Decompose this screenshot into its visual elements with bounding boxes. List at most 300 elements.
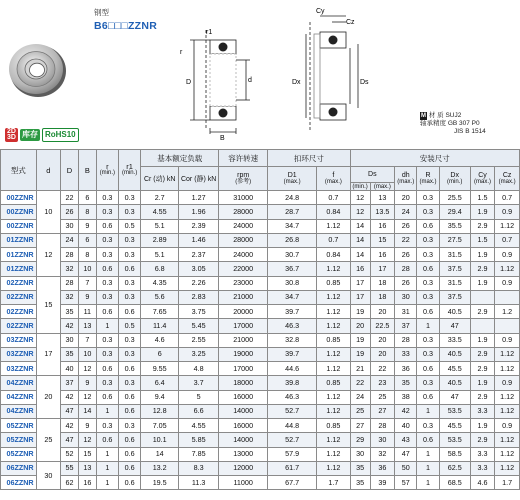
r-symbol: r xyxy=(106,162,109,171)
cell-value: 20 xyxy=(370,333,394,347)
cell-value: 0.3 xyxy=(96,333,118,347)
cell-model[interactable]: 05ZZNR xyxy=(1,433,37,447)
cell-value: 16 xyxy=(370,248,394,262)
cell-value: 0.3 xyxy=(417,276,439,290)
cell-value: 1.12 xyxy=(495,362,520,376)
cell-value xyxy=(470,290,494,304)
cell-value: 1.9 xyxy=(470,333,494,347)
cell-value: 57 xyxy=(395,476,417,490)
table-row[interactable] xyxy=(1,404,520,418)
cell-d: 12 xyxy=(36,233,60,276)
cell-value: 0.6 xyxy=(417,305,439,319)
cell-value: 0.3 xyxy=(417,205,439,219)
cell-value: 46.3 xyxy=(268,319,317,333)
cell-value: 1.12 xyxy=(317,433,350,447)
cell-value: 3.75 xyxy=(179,305,219,319)
cell-value: 3.25 xyxy=(179,347,219,361)
table-row[interactable] xyxy=(1,447,520,461)
cell-model[interactable]: 03ZZNR xyxy=(1,362,37,376)
cell-value: 1.12 xyxy=(317,290,350,304)
cell-model[interactable]: 05ZZNR xyxy=(1,419,37,433)
R-symbol: R xyxy=(425,171,431,179)
cell-value: 1.5 xyxy=(470,233,494,247)
cell-model[interactable]: 02ZZNR xyxy=(1,276,37,290)
cell-value: 1.12 xyxy=(317,219,350,233)
cell-value: 0.7 xyxy=(495,191,520,205)
cell-value: 23 xyxy=(370,376,394,390)
cell-value: 0.6 xyxy=(119,447,141,461)
cell-value: 61.7 xyxy=(268,461,317,475)
drawing-cy-label: Cy xyxy=(316,8,325,15)
cell-value: 2.9 xyxy=(470,362,494,376)
table-row[interactable] xyxy=(1,376,520,390)
cell-value: 0.6 xyxy=(119,262,141,276)
table-row[interactable] xyxy=(1,219,520,233)
cell-value: 43 xyxy=(395,433,417,447)
col-Ds-min-header: (min.) xyxy=(350,183,370,191)
cell-value: 19 xyxy=(350,333,370,347)
m-mark: M xyxy=(421,113,426,119)
cell-value: 28 xyxy=(395,262,417,276)
cell-value xyxy=(495,319,520,333)
cell-model[interactable]: 01ZZNR xyxy=(1,248,37,262)
cell-value: 13 xyxy=(370,191,394,205)
table-row[interactable] xyxy=(1,461,520,475)
cell-value: 0.3 xyxy=(119,205,141,219)
r1-min-label: (min.) xyxy=(121,170,138,176)
cell-value: 32.8 xyxy=(268,333,317,347)
cell-value: 36.7 xyxy=(268,262,317,276)
cell-value: 22000 xyxy=(219,262,268,276)
cell-value: 40.5 xyxy=(439,305,470,319)
cell-value: 0.3 xyxy=(119,290,141,304)
cell-value: 0.3 xyxy=(417,290,439,304)
cell-value: 6 xyxy=(78,191,96,205)
cell-value: 28 xyxy=(370,419,394,433)
spec-block xyxy=(420,112,486,136)
cell-value: 1.12 xyxy=(317,305,350,319)
cell-value: 1 xyxy=(96,404,118,418)
cell-value: 52.7 xyxy=(268,404,317,418)
col-f-header xyxy=(317,167,350,191)
cell-model[interactable]: 00ZZNR xyxy=(1,191,37,205)
cell-value: 25.5 xyxy=(439,191,470,205)
cell-value: 1.12 xyxy=(495,262,520,276)
cell-value: 1.5 xyxy=(470,191,494,205)
table-row[interactable] xyxy=(1,276,520,290)
cell-value: 0.3 xyxy=(96,191,118,205)
cell-model[interactable]: 02ZZNR xyxy=(1,319,37,333)
cell-model[interactable]: 03ZZNR xyxy=(1,333,37,347)
drawing-ds-label: Ds xyxy=(360,79,369,86)
cell-value: 31000 xyxy=(219,191,268,205)
precision-key: 轴承精度 xyxy=(420,120,446,127)
cell-value: 2.26 xyxy=(179,276,219,290)
cell-value: 6.6 xyxy=(179,404,219,418)
cell-value: 31 xyxy=(395,305,417,319)
cell-value: 40.5 xyxy=(439,376,470,390)
cell-value: 39.7 xyxy=(268,305,317,319)
cell-value: 1.9 xyxy=(470,419,494,433)
cell-value: 5.45 xyxy=(179,319,219,333)
cell-value: 13.2 xyxy=(141,461,179,475)
cell-value: 2.55 xyxy=(179,333,219,347)
cell-value: 53.5 xyxy=(439,433,470,447)
cell-value xyxy=(495,290,520,304)
cell-value: 45.5 xyxy=(439,362,470,376)
cell-value: 52.7 xyxy=(268,433,317,447)
drawing-d-label: d xyxy=(248,77,252,84)
cell-value: 29 xyxy=(350,433,370,447)
cell-value: 42 xyxy=(395,404,417,418)
cell-value: 4.6 xyxy=(141,333,179,347)
col-B-header: B xyxy=(78,150,96,191)
cell-value: 26 xyxy=(395,219,417,233)
r-min-label: (min.) xyxy=(99,170,116,176)
cell-value: 1.7 xyxy=(495,476,520,490)
cell-value: 0.6 xyxy=(96,433,118,447)
table-row[interactable] xyxy=(1,476,520,490)
D1-symbol: D1 xyxy=(287,171,297,179)
cell-value: 0.3 xyxy=(417,376,439,390)
cell-model[interactable]: 06ZZNR xyxy=(1,461,37,475)
cell-value: 34.7 xyxy=(268,219,317,233)
cell-value: 42 xyxy=(61,419,79,433)
cell-value: 1.9 xyxy=(470,276,494,290)
badge-group xyxy=(5,128,79,142)
cell-value: 1 xyxy=(417,319,439,333)
cell-value: 9 xyxy=(78,290,96,304)
cell-model[interactable]: 02ZZNR xyxy=(1,290,37,304)
material-key: 材 质 xyxy=(428,112,444,119)
cell-value: 67.7 xyxy=(268,476,317,490)
cell-value: 22 xyxy=(350,376,370,390)
cell-value: 62 xyxy=(61,476,79,490)
cell-value: 30 xyxy=(370,433,394,447)
cell-value: 57.9 xyxy=(268,447,317,461)
cell-value: 24000 xyxy=(219,248,268,262)
cell-value: 1.9 xyxy=(470,205,494,219)
cell-value: 26 xyxy=(61,205,79,219)
bearing-section-drawing xyxy=(150,20,260,140)
R-max-label: (max.) xyxy=(419,178,437,185)
cell-value: 11 xyxy=(78,305,96,319)
cell-value: 28000 xyxy=(219,205,268,219)
cell-value: 16 xyxy=(350,262,370,276)
ring-group-header: 扣环尺寸 xyxy=(268,150,350,167)
col-cor-header: Cor (静) kN xyxy=(179,167,219,191)
cell-value: 3.3 xyxy=(470,404,494,418)
top-area xyxy=(0,0,500,148)
ref-label: (参考) xyxy=(235,178,252,185)
cell-model[interactable]: 01ZZNR xyxy=(1,233,37,247)
col-Cz-header xyxy=(495,167,520,191)
cell-value: 22 xyxy=(61,191,79,205)
table-row[interactable] xyxy=(1,248,520,262)
dh-symbol: dh xyxy=(401,171,410,179)
cell-value: 0.6 xyxy=(417,390,439,404)
table-row[interactable] xyxy=(1,333,520,347)
cell-value: 4.6 xyxy=(470,476,494,490)
drawing-dx-label: Dx xyxy=(292,79,301,86)
cell-value: 0.84 xyxy=(317,205,350,219)
cell-value: 0.3 xyxy=(119,248,141,262)
cell-value: 47 xyxy=(395,447,417,461)
col-D-header: D xyxy=(61,150,79,191)
table-row[interactable] xyxy=(1,305,520,319)
cell-value xyxy=(470,319,494,333)
cell-value: 7 xyxy=(78,276,96,290)
cell-value: 10 xyxy=(78,347,96,361)
f-max-label: (max.) xyxy=(324,178,342,185)
cell-value: 0.3 xyxy=(96,276,118,290)
cell-value: 0.6 xyxy=(119,404,141,418)
cell-value: 18000 xyxy=(219,376,268,390)
cell-value: 0.9 xyxy=(495,276,520,290)
col-model-header: 型式 xyxy=(1,150,37,191)
cell-value: 36 xyxy=(395,362,417,376)
cell-value: 1.12 xyxy=(495,433,520,447)
cell-value: 12 xyxy=(350,205,370,219)
cell-value: 0.3 xyxy=(417,419,439,433)
cell-value: 29.4 xyxy=(439,205,470,219)
f-symbol: f xyxy=(332,171,335,179)
Dx-symbol: Dx xyxy=(450,171,459,179)
cell-value: 2.9 xyxy=(470,262,494,276)
cell-value: 44.6 xyxy=(268,362,317,376)
cell-value: 10 xyxy=(78,262,96,276)
cell-value: 7 xyxy=(78,333,96,347)
cell-value: 21000 xyxy=(219,333,268,347)
cell-model[interactable]: 04ZZNR xyxy=(1,376,37,390)
cell-value: 17 xyxy=(370,262,394,276)
cell-value: 0.3 xyxy=(119,333,141,347)
cell-model[interactable]: 05ZZNR xyxy=(1,447,37,461)
cell-value: 68.5 xyxy=(439,476,470,490)
cell-value: 12 xyxy=(78,362,96,376)
cell-value: 40 xyxy=(395,419,417,433)
cell-value: 0.85 xyxy=(317,376,350,390)
cell-model[interactable]: 01ZZNR xyxy=(1,262,37,276)
cell-value: 0.5 xyxy=(119,219,141,233)
cell-value: 12 xyxy=(78,433,96,447)
cell-value: 0.3 xyxy=(119,347,141,361)
table-row[interactable] xyxy=(1,205,520,219)
table-row[interactable] xyxy=(1,433,520,447)
cell-value: 1.9 xyxy=(470,376,494,390)
cell-value: 0.3 xyxy=(96,419,118,433)
cell-value: 47 xyxy=(439,390,470,404)
cell-value: 28000 xyxy=(219,233,268,247)
cell-value: 27.5 xyxy=(439,233,470,247)
cell-value: 42 xyxy=(61,319,79,333)
cell-value: 37.5 xyxy=(439,262,470,276)
table-row[interactable] xyxy=(1,319,520,333)
cell-value: 23000 xyxy=(219,276,268,290)
cell-value: 0.3 xyxy=(417,248,439,262)
cell-value: 0.3 xyxy=(96,376,118,390)
cell-value: 17000 xyxy=(219,362,268,376)
cell-value: 0.6 xyxy=(96,305,118,319)
cell-value: 20 xyxy=(370,347,394,361)
cell-value: 19 xyxy=(350,347,370,361)
cell-value: 32 xyxy=(61,262,79,276)
cell-value: 15 xyxy=(78,447,96,461)
cell-value: 6 xyxy=(78,233,96,247)
table-row[interactable] xyxy=(1,290,520,304)
cell-value: 21 xyxy=(350,362,370,376)
cell-value: 0.3 xyxy=(119,191,141,205)
cell-value: 16000 xyxy=(219,390,268,404)
cell-value: 3.7 xyxy=(179,376,219,390)
cell-value: 12 xyxy=(350,191,370,205)
table-row[interactable] xyxy=(1,419,520,433)
cell-model[interactable]: 00ZZNR xyxy=(1,205,37,219)
cell-value: 0.6 xyxy=(417,219,439,233)
cell-value: 0.3 xyxy=(96,205,118,219)
cell-value: 2.9 xyxy=(470,305,494,319)
cell-value: 20 xyxy=(370,305,394,319)
cell-value: 28 xyxy=(61,276,79,290)
cell-value: 35 xyxy=(61,305,79,319)
cell-value: 0.3 xyxy=(417,347,439,361)
cell-value: 2.39 xyxy=(179,219,219,233)
drawing-B-label: B xyxy=(220,135,225,142)
cell-value: 16 xyxy=(370,219,394,233)
cell-value: 40.5 xyxy=(439,347,470,361)
cell-value: 30 xyxy=(61,219,79,233)
cell-value: 0.3 xyxy=(119,276,141,290)
cell-value: 31.5 xyxy=(439,276,470,290)
col-Ds-header: Ds xyxy=(350,167,395,183)
cell-value: 8.3 xyxy=(179,461,219,475)
cell-value: 28 xyxy=(395,333,417,347)
cell-value: 35 xyxy=(395,376,417,390)
cell-value: 39 xyxy=(370,476,394,490)
cell-value: 37 xyxy=(61,376,79,390)
cell-value: 0.3 xyxy=(96,248,118,262)
cell-value: 1 xyxy=(417,447,439,461)
table-row[interactable] xyxy=(1,262,520,276)
cell-value: 1.9 xyxy=(470,248,494,262)
table-row[interactable] xyxy=(1,191,520,205)
col-cr-header: Cr (动) kN xyxy=(141,167,179,191)
col-dh-header xyxy=(395,167,417,191)
cell-value: 1 xyxy=(417,404,439,418)
table-row[interactable] xyxy=(1,233,520,247)
col-r1-header xyxy=(119,150,141,191)
cell-value: 6.4 xyxy=(141,376,179,390)
col-Ds-max-header: (max.) xyxy=(370,183,394,191)
cell-d: 25 xyxy=(36,419,60,462)
cell-d: 10 xyxy=(36,191,60,234)
cell-value: 0.7 xyxy=(495,233,520,247)
cell-value: 1.12 xyxy=(317,461,350,475)
spec-table-wrapper[interactable] xyxy=(0,149,516,500)
cell-value: 11.4 xyxy=(141,319,179,333)
cell-value: 1.12 xyxy=(495,447,520,461)
cell-value: 0.3 xyxy=(96,290,118,304)
cell-value: 1.96 xyxy=(179,205,219,219)
cell-value: 14000 xyxy=(219,433,268,447)
table-row[interactable] xyxy=(1,347,520,361)
cell-value: 0.3 xyxy=(417,233,439,247)
cell-value: 20 xyxy=(395,191,417,205)
cell-value: 9 xyxy=(78,219,96,233)
material-value: SUJ2 xyxy=(445,112,462,119)
cell-value: 0.6 xyxy=(119,305,141,319)
cell-value: 9.55 xyxy=(141,362,179,376)
cell-value: 0.7 xyxy=(317,233,350,247)
cell-model[interactable]: 02ZZNR xyxy=(1,305,37,319)
cell-value: 30.7 xyxy=(268,248,317,262)
cell-value: 0.6 xyxy=(119,433,141,447)
cell-value: 24 xyxy=(61,233,79,247)
cell-value: 0.6 xyxy=(417,433,439,447)
cell-model[interactable]: 00ZZNR xyxy=(1,219,37,233)
cell-value: 13 xyxy=(78,319,96,333)
cell-value: 1.12 xyxy=(317,447,350,461)
cell-value: 15 xyxy=(370,233,394,247)
cell-model[interactable]: 04ZZNR xyxy=(1,390,37,404)
cell-value: 6 xyxy=(141,347,179,361)
cell-value: 8 xyxy=(78,248,96,262)
cell-value: 19 xyxy=(350,305,370,319)
installation-drawing xyxy=(280,4,400,144)
cell-value: 0.3 xyxy=(417,191,439,205)
series-code: B6□□□ZZNR xyxy=(94,20,158,32)
cell-value: 1.12 xyxy=(495,461,520,475)
cell-value: 1.12 xyxy=(495,219,520,233)
dh-max-label: (max.) xyxy=(397,178,415,185)
cell-model[interactable]: 03ZZNR xyxy=(1,347,37,361)
cell-value: 24000 xyxy=(219,219,268,233)
cell-value: 37.5 xyxy=(439,290,470,304)
cell-value: 18 xyxy=(370,276,394,290)
cell-value: 0.5 xyxy=(119,319,141,333)
drawing-r-label: r xyxy=(180,49,183,56)
cell-value: 38 xyxy=(395,390,417,404)
Cy-max-label: (max.) xyxy=(474,178,492,185)
cell-model[interactable]: 04ZZNR xyxy=(1,404,37,418)
cell-value: 7.05 xyxy=(141,419,179,433)
cell-value: 1.12 xyxy=(317,362,350,376)
col-D1-header xyxy=(268,167,317,191)
load-group-header: 基本额定负载 xyxy=(141,150,219,167)
install-group-header: 安装尺寸 xyxy=(350,150,519,167)
table-row[interactable] xyxy=(1,362,520,376)
cad-badge[interactable] xyxy=(5,128,18,142)
cell-model[interactable]: 06ZZNR xyxy=(1,476,37,490)
cell-value: 22.5 xyxy=(370,319,394,333)
cell-value: 33.5 xyxy=(439,333,470,347)
cell-value: 0.85 xyxy=(317,333,350,347)
cell-value: 47 xyxy=(61,433,79,447)
cell-value: 14 xyxy=(78,404,96,418)
cell-value: 1 xyxy=(417,461,439,475)
badge-3d-label: 3D xyxy=(7,134,16,141)
cell-value: 0.6 xyxy=(417,262,439,276)
table-row[interactable] xyxy=(1,390,520,404)
cell-value: 20 xyxy=(350,319,370,333)
speed-group-header: 容许转速 xyxy=(219,150,268,167)
cell-d: 17 xyxy=(36,333,60,376)
cell-value: 2.9 xyxy=(470,219,494,233)
cell-value: 0.6 xyxy=(119,476,141,490)
cell-value: 3.05 xyxy=(179,262,219,276)
cell-value: 26 xyxy=(395,248,417,262)
cell-value: 14 xyxy=(350,219,370,233)
